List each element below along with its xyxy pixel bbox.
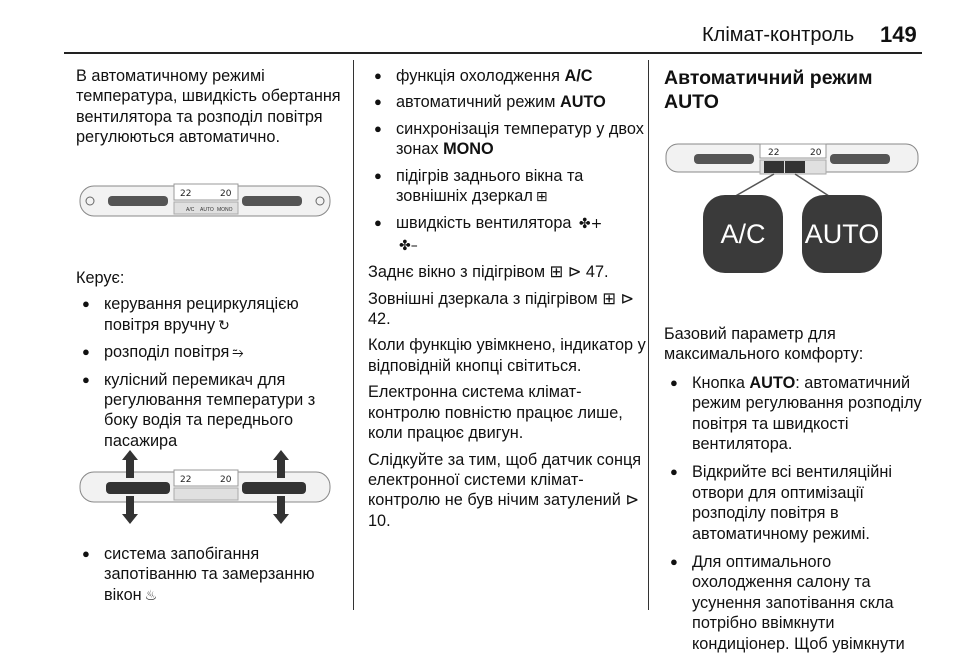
climate-panel-image-2: [78, 448, 332, 526]
panel-btn-ac: A/C: [186, 207, 195, 213]
panel-btn-mono: MONO: [217, 207, 233, 213]
bullet-ac: ● функція охолодження A/C: [368, 66, 648, 86]
ac-button-callout: A/C: [703, 195, 783, 273]
bullet-defrost: ● система запобігання запотіванню та замерзанню вікон ♨: [76, 544, 346, 606]
bullet-fan: ● швидкість вентилятора ✤+ ✤–: [368, 213, 648, 256]
bullet-cooling: ● Для оптимального охолодження салону та усунення запотівання скла потрібно ввімкнути кондиціонер. Щоб увімкнути: [664, 552, 926, 654]
panel-btn-auto: AUTO: [200, 207, 214, 213]
column-divider-1: [353, 60, 354, 610]
column-2: [368, 66, 648, 531]
auto-button-callout: AUTO: [802, 195, 882, 273]
climate-panel-image-3: [664, 140, 920, 206]
panel2-display-left: 22: [180, 475, 192, 485]
bullet-open-vents: ● Відкрийте всі вентиляційні отвори для оптимізації розподілу повітря в автоматичному режимі.: [664, 462, 926, 544]
column-divider-2: [648, 60, 649, 610]
panel-display-right: 20: [220, 189, 232, 199]
panel3-display-left: 22: [768, 148, 780, 158]
panel-display-left: 22: [180, 189, 192, 199]
defrost-icon: ♨: [144, 587, 158, 604]
panel3-display-right: 20: [810, 148, 822, 158]
header-rule: [64, 52, 922, 54]
auto-mode-section: [664, 324, 926, 654]
bullet-auto: ● автоматичний режим AUTO: [368, 92, 648, 112]
section-heading: Автоматичний режим AUTO: [664, 67, 873, 113]
panel2-display-right: 20: [220, 475, 232, 485]
para-mirrors: Зовнішні дзеркала з підігрівом ⊞ ⊳ 42.: [368, 289, 635, 329]
para-sun-sensor: Слідкуйте за тим, щоб датчик сонця електронної системи клімат-контролю не був нічим затулений ⊳ 10.: [368, 450, 642, 530]
para-indicator: Коли функцію увімкнено, індикатор у відповідній кнопці світиться.: [368, 336, 646, 375]
climate-panel-image-1: [78, 180, 332, 222]
column-1: [76, 66, 346, 148]
bullet-air-distribution: ● розподіл повітря ⥲: [76, 342, 346, 363]
bullet-mono: ● синхронізація температур у двох зонах MONO: [368, 119, 648, 160]
controls-section: [76, 268, 346, 451]
page-number: 149: [880, 22, 917, 47]
intro-text: В автоматичному режимі температура, швидкість обертання вентилятора та розподіл повітря регулюються автоматично.: [76, 67, 341, 147]
bullet-recirculation: ● керування рециркуляцією повітря вручну ↻: [76, 294, 346, 336]
rear-heat-icon: ⊞: [535, 189, 548, 206]
bullet-temperature-rocker: ● кулісний перемикач для регулювання температури з боку водія та переднього пасажира: [76, 370, 346, 452]
controls-label: Керує:: [76, 269, 125, 287]
air-distribution-icon: ⥲: [232, 345, 244, 362]
column-3: [664, 66, 926, 114]
para-rear-window: Заднє вікно з підігрівом ⊞ ⊳ 47.: [368, 263, 609, 282]
fan-plus-icon: ✤+: [574, 216, 603, 233]
bullet-rear-heat: ● підігрів заднього вікна та зовнішніх дзеркал ⊞: [368, 166, 648, 208]
recirculation-icon: ↻: [218, 317, 230, 334]
fan-minus-icon: ✤–: [399, 237, 418, 254]
defrost-section: [76, 544, 346, 606]
bullet-auto-button: ● Кнопка AUTO: автоматичний режим регулювання розподілу повітря та швидкості вентилятора.: [664, 373, 926, 455]
header-title: Клімат-контроль: [702, 24, 855, 46]
base-setting-label: Базовий параметр для максимального комфорту:: [664, 325, 864, 364]
para-engine: Електронна система клімат-контролю повністю працює лише, коли працює двигун.: [368, 383, 623, 443]
